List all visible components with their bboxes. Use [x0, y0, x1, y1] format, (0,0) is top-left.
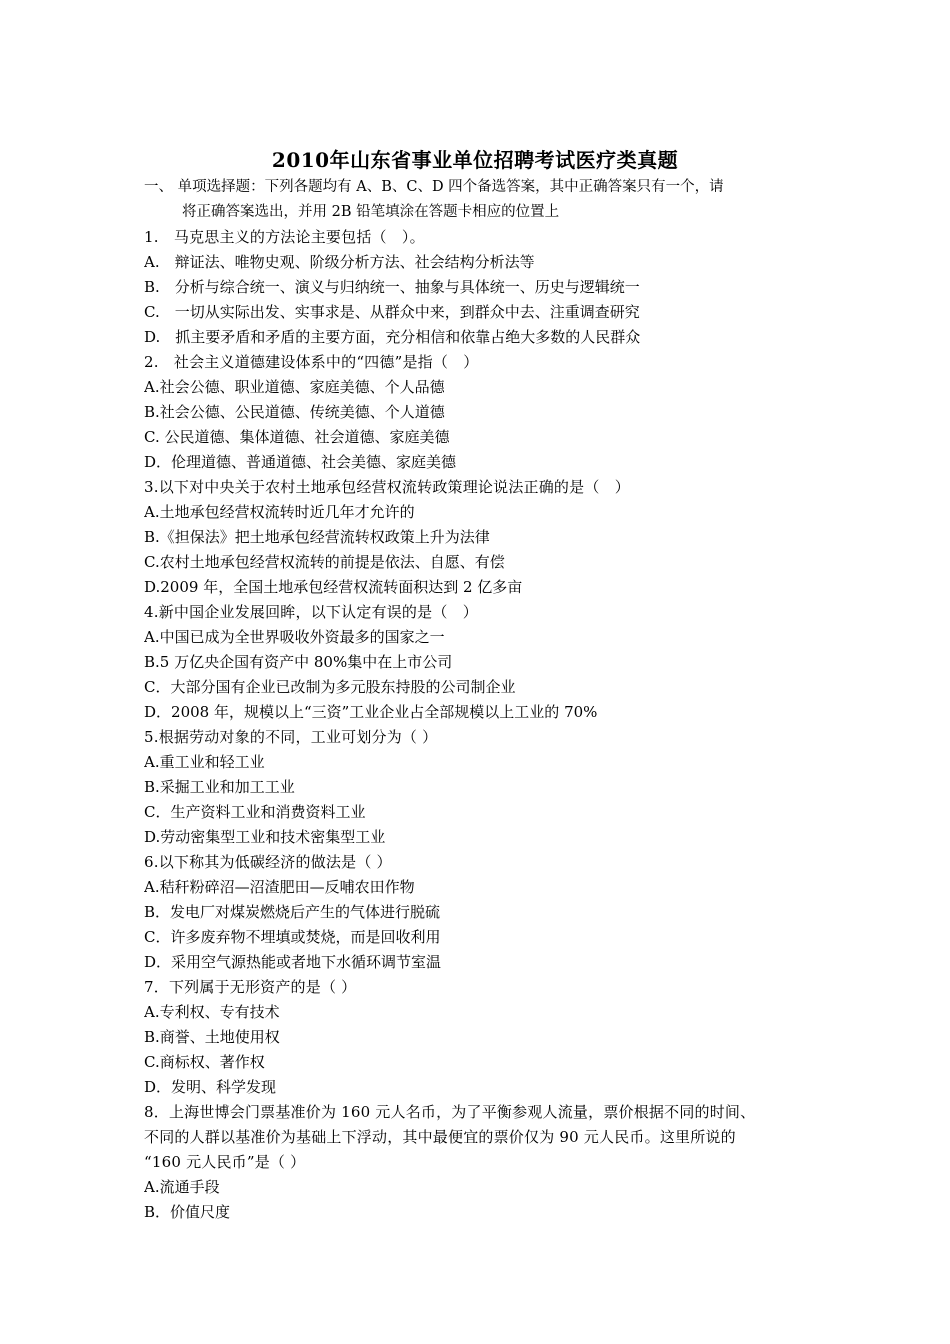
section-instruction-line-1: 一、 单项选择题：下列各题均有 A、B、C、D 四个备选答案，其中正确答案只有一个，请 [144, 179, 724, 195]
option-a: A. 辩证法、唯物史观、阶级分析方法、社会结构分析法等 [144, 253, 535, 271]
section-instruction-line-2: 将正确答案选出，并用 2B 铅笔填涂在答题卡相应的位置上 [182, 204, 560, 220]
question-1 [144, 225, 814, 350]
option-d: D. 抓主要矛盾和矛盾的主要方面，充分相信和依靠占绝大多数的人民群众 [144, 328, 641, 346]
option-b: B. 分析与综合统一、演义与归纳统一、抽象与具体统一、历史与逻辑统一 [144, 278, 640, 296]
question-7 [144, 975, 814, 1100]
option-d: D．发明、科学发现 [144, 1078, 277, 1096]
option-c: C．生产资料工业和消费资料工业 [144, 803, 366, 821]
option-c: C．许多废弃物不埋填或焚烧，而是回收利用 [144, 928, 441, 946]
question-2 [144, 350, 814, 475]
option-b: B.社会公德、公民道德、传统美德、个人道德 [144, 403, 445, 421]
option-c: C. 一切从实际出发、实事求是、从群众中来，到群众中去、注重调查研究 [144, 303, 640, 321]
option-b: B.《担保法》把土地承包经营流转权政策上升为法律 [144, 528, 490, 546]
option-c: C．大部分国有企业已改制为多元股东持股的公司制企业 [144, 678, 516, 696]
question-stem-line-1: 8．上海世博会门票基准价为 160 元人名币，为了平衡参观人流量，票价根据不同的时间、 [144, 1103, 756, 1121]
option-a: A.社会公德、职业道德、家庭美德、个人品德 [144, 378, 445, 396]
question-5 [144, 725, 814, 850]
option-b: B．发电厂对煤炭燃烧后产生的气体进行脱硫 [144, 903, 441, 921]
option-a: A.专利权、专有技术 [144, 1003, 280, 1021]
option-a: A.秸秆粉碎沼—沼渣肥田—反哺农田作物 [144, 878, 415, 896]
option-b: B．价值尺度 [144, 1203, 231, 1221]
question-stem: 1. 马克思主义的方法论主要包括（ ）。 [144, 228, 425, 246]
option-d: D．2008 年，规模以上“三资”工业企业占全部规模以上工业的 70% [144, 703, 598, 721]
option-b: B.5 万亿央企国有资产中 80%集中在上市公司 [144, 653, 453, 671]
option-c: C.农村土地承包经营权流转的前提是依法、自愿、有偿 [144, 553, 505, 571]
question-stem: 2. 社会主义道德建设体系中的“四德”是指（ ） [144, 353, 479, 371]
option-a: A.重工业和轻工业 [144, 753, 265, 771]
option-a: A.中国已成为全世界吸收外资最多的国家之一 [144, 628, 445, 646]
option-a: A.流通手段 [144, 1178, 220, 1196]
document-body [144, 175, 814, 1225]
option-d: D．采用空气源热能或者地下水循环调节室温 [144, 953, 442, 971]
question-stem: 3.以下对中央关于农村土地承包经营权流转政策理论说法正确的是（ ） [144, 478, 630, 496]
question-stem: 6.以下称其为低碳经济的做法是（ ） [144, 853, 392, 871]
option-c: C.商标权、著作权 [144, 1053, 265, 1071]
option-c: C. 公民道德、集体道德、社会道德、家庭美德 [144, 428, 450, 446]
question-4 [144, 600, 814, 725]
option-a: A.土地承包经营权流转时近几年才允许的 [144, 503, 415, 521]
option-b: B.采掘工业和加工工业 [144, 778, 295, 796]
question-stem: 7．下列属于无形资产的是（ ） [144, 978, 357, 996]
option-b: B.商誉、土地使用权 [144, 1028, 280, 1046]
option-d: D.2009 年，全国土地承包经营权流转面积达到 2 亿多亩 [144, 578, 523, 596]
question-stem: 4.新中国企业发展回眸，以下认定有误的是（ ） [144, 603, 478, 621]
document-title: 2010年山东省事业单位招聘考试医疗类真题 [271, 148, 679, 172]
question-stem: 5.根据劳动对象的不同，工业可划分为（ ） [144, 728, 438, 746]
question-stem-line-2: 不同的人群以基准价为基础上下浮动，其中最便宜的票价仅为 90 元人民币。这里所说的 [144, 1128, 736, 1146]
question-8 [144, 1100, 814, 1225]
option-d: D.劳动密集型工业和技术密集型工业 [144, 828, 386, 846]
question-6 [144, 850, 814, 975]
question-3 [144, 475, 814, 600]
option-d: D．伦理道德、普通道德、社会美德、家庭美德 [144, 453, 457, 471]
question-stem-line-3: “160 元人民币”是（ ） [144, 1153, 306, 1171]
